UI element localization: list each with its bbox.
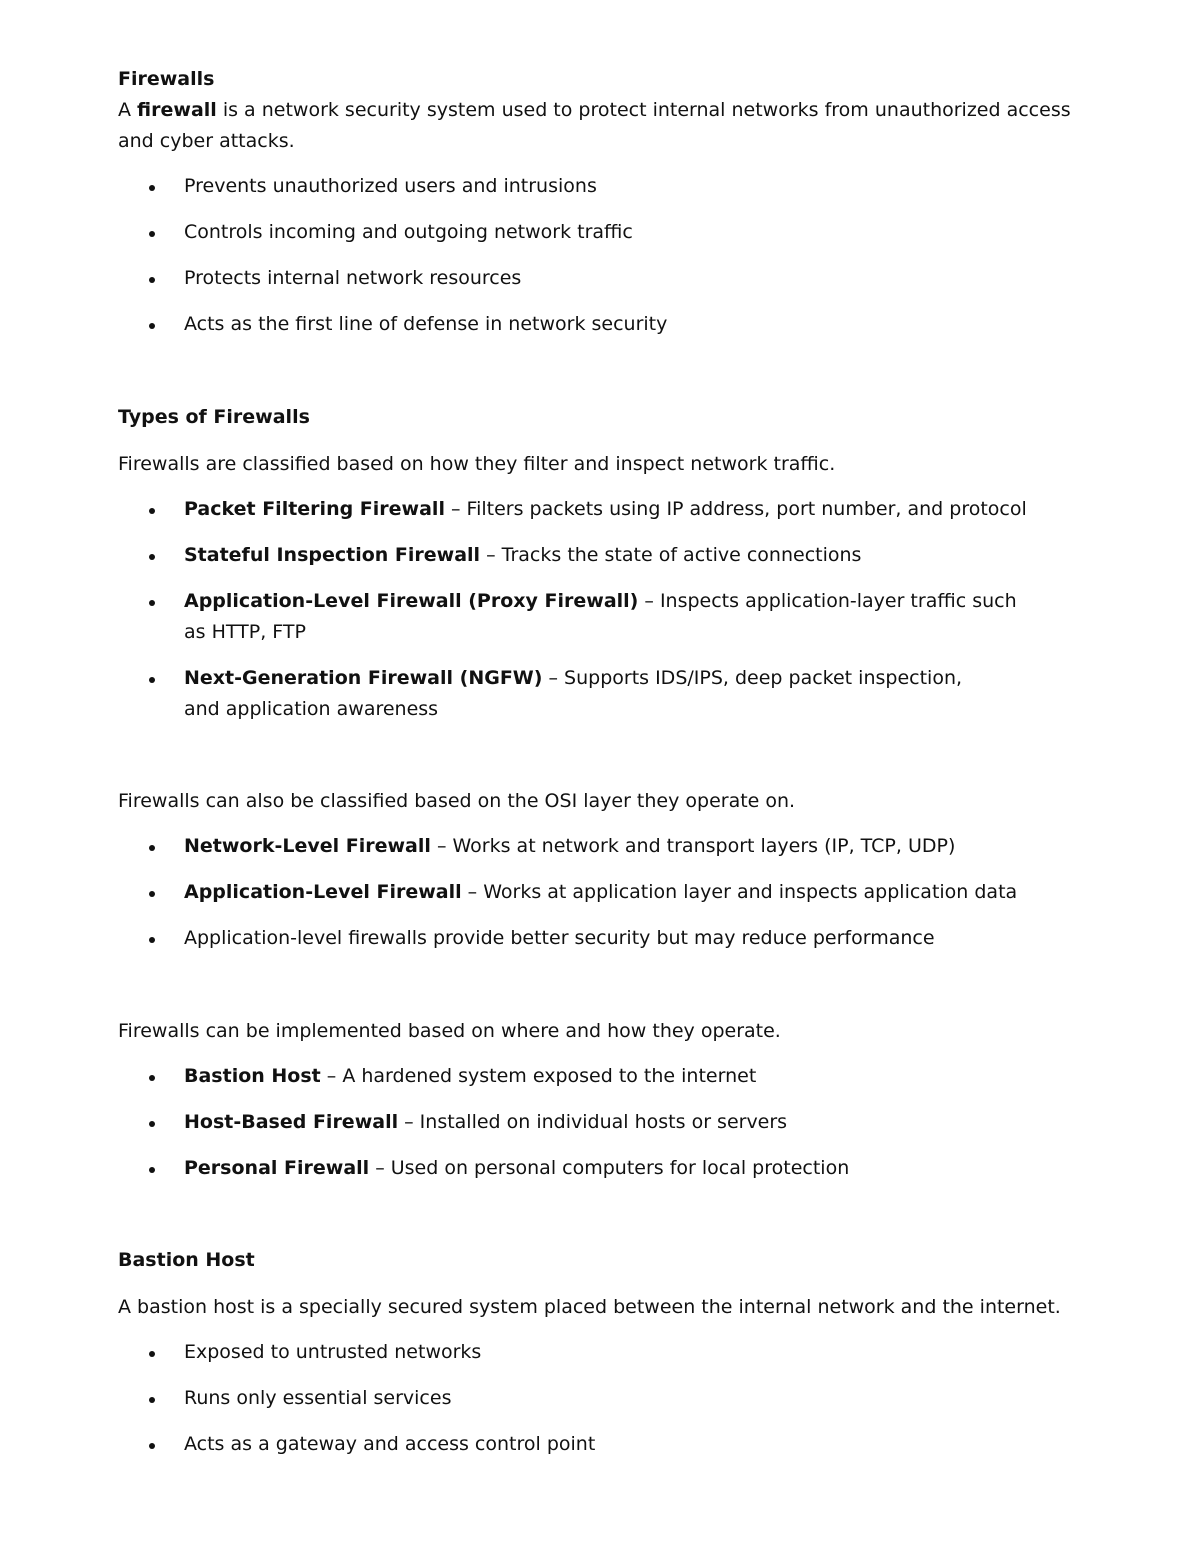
list-item-text: Controls incoming and outgoing network traffic [184, 221, 633, 243]
bullet-icon [149, 231, 155, 237]
list-item [118, 1153, 1078, 1184]
list-item-term: Packet Filtering Firewall [184, 498, 445, 520]
list-item-text: Prevents unauthorized users and intrusions [184, 175, 597, 197]
list-item [118, 923, 1078, 954]
list-item [118, 494, 1078, 525]
osi-intro: Firewalls can also be classified based on the OSI layer they operate on. [118, 790, 796, 812]
bullet-icon [149, 1167, 155, 1173]
firewalls-intro [118, 95, 1078, 157]
types-section [118, 402, 1078, 725]
implementation-section [118, 1016, 1078, 1184]
list-item [118, 877, 1078, 908]
list-item-desc: – Tracks the state of active connections [480, 544, 862, 566]
list-item-text: Runs only essential services [184, 1387, 452, 1409]
list-item-text: Exposed to untrusted networks [184, 1341, 482, 1363]
firewalls-heading: Firewalls [118, 68, 215, 90]
bastion-section [118, 1245, 1078, 1460]
bullet-icon [149, 1075, 155, 1081]
list-item [118, 263, 1078, 294]
osi-bullet-list [118, 831, 1078, 954]
list-item-term: Network-Level Firewall [184, 835, 431, 857]
list-item-term: Bastion Host [184, 1065, 321, 1087]
bastion-heading: Bastion Host [118, 1249, 255, 1271]
list-item [118, 1107, 1078, 1138]
bullet-icon [149, 937, 155, 943]
list-item-desc: – Used on personal computers for local protection [369, 1157, 850, 1179]
list-item [118, 217, 1078, 248]
list-item-desc: – Works at network and transport layers (IP, TCP, UDP) [430, 835, 956, 857]
bastion-intro: A bastion host is a specially secured system placed between the internal network and the internet. [118, 1296, 1061, 1318]
list-item-text: Acts as the first line of defense in network security [184, 313, 668, 335]
intro-text-post: is a network security system used to protect internal networks from unauthorized access and cyber attacks. [118, 99, 1071, 152]
bullet-icon [149, 1121, 155, 1127]
bullet-icon [149, 891, 155, 897]
bullet-icon [149, 323, 155, 329]
bullet-icon [149, 845, 155, 851]
implementation-intro: Firewalls can be implemented based on where and how they operate. [118, 1020, 781, 1042]
bullet-icon [149, 185, 155, 191]
firewalls-bullet-list [118, 171, 1078, 340]
bullet-icon [149, 600, 155, 606]
bullet-icon [149, 1443, 155, 1449]
intro-term-firewall: firewall [137, 99, 217, 121]
list-item-desc: – Installed on individual hosts or servers [398, 1111, 788, 1133]
bastion-bullet-list [118, 1337, 1078, 1460]
list-item [118, 1429, 1078, 1460]
bullet-icon [149, 1351, 155, 1357]
list-item [118, 831, 1078, 862]
bullet-icon [149, 508, 155, 514]
list-item [118, 663, 1078, 725]
list-item [118, 586, 1078, 648]
types-bullet-list [118, 494, 1078, 725]
list-item [118, 309, 1078, 340]
bullet-icon [149, 1397, 155, 1403]
list-item-text: Application-level firewalls provide better security but may reduce performance [184, 927, 935, 949]
list-item-term: Application-Level Firewall [184, 881, 462, 903]
list-item-desc: – A hardened system exposed to the internet [320, 1065, 757, 1087]
osi-section [118, 786, 1078, 954]
list-item-desc: – Filters packets using IP address, port number, and protocol [444, 498, 1027, 520]
list-item-term: Next-Generation Firewall (NGFW) [184, 667, 543, 689]
intro-text-pre: A [118, 99, 138, 121]
implementation-bullet-list [118, 1061, 1078, 1184]
firewalls-section [118, 64, 1078, 340]
list-item-desc: – Inspects application-layer traffic such as HTTP, FTP [184, 590, 1017, 643]
bullet-icon [149, 277, 155, 283]
list-item-text: Protects internal network resources [184, 267, 522, 289]
list-item-desc: – Works at application layer and inspects application data [461, 881, 1018, 903]
list-item [118, 1061, 1078, 1092]
list-item-desc-continued: and application awareness [184, 698, 439, 720]
bullet-icon [149, 677, 155, 683]
list-item [118, 540, 1078, 571]
list-item-term: Application-Level Firewall (Proxy Firewall) [184, 590, 639, 612]
list-item [118, 171, 1078, 202]
list-item-term: Host-Based Firewall [184, 1111, 399, 1133]
types-intro: Firewalls are classified based on how they filter and inspect network traffic. [118, 453, 836, 475]
list-item-text: Acts as a gateway and access control point [184, 1433, 596, 1455]
list-item-term: Personal Firewall [184, 1157, 370, 1179]
list-item [118, 1383, 1078, 1414]
list-item [118, 1337, 1078, 1368]
bullet-icon [149, 554, 155, 560]
list-item-term: Stateful Inspection Firewall [184, 544, 481, 566]
types-heading: Types of Firewalls [118, 406, 310, 428]
list-item-desc: – Supports IDS/IPS, deep packet inspection, [542, 667, 963, 689]
